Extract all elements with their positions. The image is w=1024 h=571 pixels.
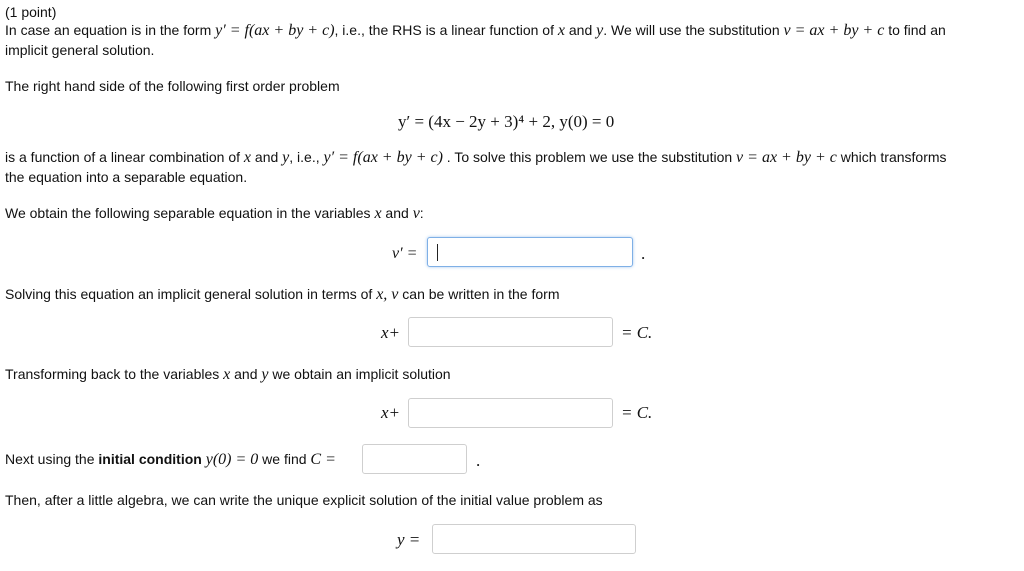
- explicit-y-label: y =: [397, 530, 421, 549]
- linear-combination-line2: the equation into a separable equation.: [5, 169, 248, 185]
- intro-paragraph-line2: implicit general solution.: [5, 42, 155, 58]
- separable-equation-input[interactable]: [427, 237, 633, 267]
- implicit-xv-label: x+: [381, 323, 401, 342]
- intro-paragraph-line1: In case an equation is in the form y′ = f(ax + by + c), i.e., the RHS is a linear function of x and y. We will use the substitution v = ax + by + c to find an: [5, 22, 946, 39]
- implicit-xy-label: x+: [381, 403, 401, 422]
- linear-combination-line1: is a function of a linear combination of x and y, i.e., y′ = f(ax + by + c) . To solve this problem we use the substitution v = ax + by + c which transforms: [5, 149, 947, 166]
- main-equation: y′ = (4x − 2y + 3)⁴ + 2, y(0) = 0: [398, 112, 615, 131]
- implicit-xy-input[interactable]: [408, 398, 613, 428]
- separable-eq-period: .: [641, 244, 646, 263]
- transform-back-text: Transforming back to the variables x and y we obtain an implicit solution: [5, 366, 451, 383]
- text-caret: [437, 244, 438, 261]
- constant-c-period: .: [476, 451, 481, 470]
- explicit-solution-text: Then, after a little algebra, we can write the unique explicit solution of the initial value problem as: [5, 492, 603, 508]
- separable-intro-text: We obtain the following separable equation in the variables x and v:: [5, 205, 424, 222]
- explicit-solution-input[interactable]: [432, 524, 636, 554]
- constant-c-input[interactable]: [362, 444, 467, 474]
- separable-eq-label: v′ =: [392, 245, 418, 262]
- points-label: (1 point): [5, 4, 57, 20]
- problem-intro-text: The right hand side of the following first order problem: [5, 78, 340, 94]
- implicit-xy-equals-c: = C.: [621, 403, 653, 422]
- initial-condition-text: Next using the initial condition y(0) = 0 we find C =: [5, 451, 336, 468]
- implicit-xv-equals-c: = C.: [621, 323, 653, 342]
- implicit-general-text: Solving this equation an implicit general solution in terms of x, v can be written in the form: [5, 286, 560, 303]
- implicit-xv-input[interactable]: [408, 317, 613, 347]
